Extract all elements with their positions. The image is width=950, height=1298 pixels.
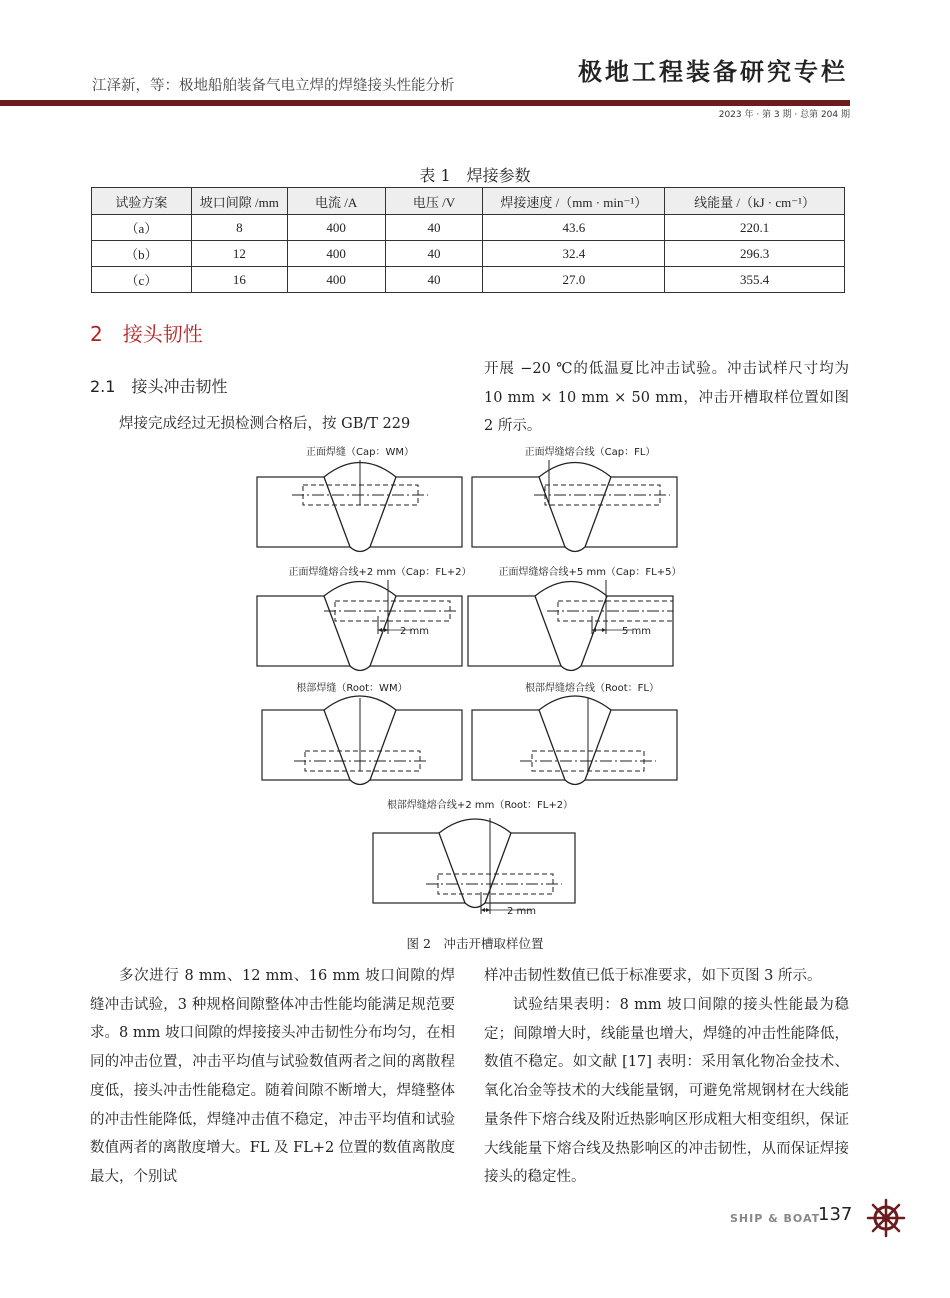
table-row	[92, 267, 845, 293]
column-title: 极地工程装备研究专栏	[578, 58, 848, 86]
table-cell: 355.4	[665, 267, 845, 293]
table-cell: 12	[191, 241, 287, 267]
table-row	[92, 215, 845, 241]
page-number: 137	[818, 1204, 853, 1225]
subsection-title: 2.1 接头冲击韧性	[90, 377, 228, 396]
journal-brand: SHIP & BOAT	[730, 1212, 821, 1225]
paragraph: 开展 −20 ℃的低温夏比冲击试验。冲击试样尺寸均为 10 mm × 10 mm × 50 mm，冲击开槽取样位置如图 2 所示。	[484, 361, 849, 435]
figure-caption: 图 2 冲击开槽取样位置	[406, 936, 544, 951]
table-cell: （c）	[92, 267, 192, 293]
panel-label: 正面焊缝熔合线（Cap：FL）	[524, 447, 656, 458]
panel-cap-wm	[257, 445, 462, 552]
table-cell: 400	[287, 215, 385, 241]
table-cell: 43.6	[483, 215, 665, 241]
table-cell: 40	[385, 267, 483, 293]
panel-label: 根部焊缝（Root：WM）	[296, 683, 408, 694]
table-cell: 400	[287, 267, 385, 293]
paragraph: 焊接完成经过无损检测合格后，按 GB/T 229	[119, 416, 411, 432]
ship-wheel-icon	[866, 1198, 906, 1238]
table-header-cell: 焊接速度 /（mm · min⁻¹）	[483, 188, 665, 215]
table-cell: 8	[191, 215, 287, 241]
paragraph: 试验结果表明：8 mm 坡口间隙的接头性能最为稳定；间隙增大时，线能量也增大，焊缝的冲击性能降低，数值不稳定。如文献 [17] 表明：采用氧化物冶金技术、氧化冶金等技术的大线能量钢，可避免常规钢材在大线能量条件下熔合线及附近热影响区形成粗大相变组织，保证大线能量下熔合线及热影响区的冲击韧性，从而保证焊接接头的稳定性。	[484, 997, 849, 1186]
panel-label: 正面焊缝熔合线+5 mm（Cap：FL+5）	[498, 567, 682, 578]
table-cell: 40	[385, 241, 483, 267]
table-cell: （a）	[92, 215, 192, 241]
table-header-cell: 坡口间隙 /mm	[191, 188, 287, 215]
table-header-cell: 电压 /V	[385, 188, 483, 215]
panel-label: 正面焊缝熔合线+2 mm（Cap：FL+2）	[288, 567, 472, 578]
panel-cap-fl5	[468, 565, 681, 671]
section-title: 2 接头韧性	[90, 322, 203, 346]
table-cell: 400	[287, 241, 385, 267]
table-cell: 16	[191, 267, 287, 293]
panel-cap-fl2	[257, 565, 471, 671]
panel-root-wm	[262, 681, 462, 785]
panel-root-fl2	[373, 798, 575, 917]
table-cell: 32.4	[483, 241, 665, 267]
panel-label: 根部焊缝熔合线（Root：FL）	[525, 683, 659, 694]
welding-parameters-table	[91, 187, 845, 293]
table-cell: 220.1	[665, 215, 845, 241]
table-cell: 296.3	[665, 241, 845, 267]
panel-label: 正面焊缝（Cap：WM）	[306, 447, 414, 458]
table-header-cell: 电流 /A	[287, 188, 385, 215]
table-header-cell: 线能量 /（kJ · cm⁻¹）	[665, 188, 845, 215]
running-title: 江泽新，等：极地船舶装备气电立焊的焊缝接头性能分析	[92, 78, 455, 94]
table-cell: 40	[385, 215, 483, 241]
dim-label: 2 mm	[507, 906, 537, 917]
table-row	[92, 241, 845, 267]
figure-notch-positions	[240, 440, 710, 930]
table-cell: 27.0	[483, 267, 665, 293]
paragraph: 样冲击韧性数值已低于标准要求，如下页图 3 所示。	[484, 968, 822, 984]
paragraph: 多次进行 8 mm、12 mm、16 mm 坡口间隙的焊缝冲击试验，3 种规格间隙整体冲击性能均能满足规范要求。8 mm 坡口间隙的焊接接头冲击韧性分布均匀，在相同的冲击位置，冲击平均值与试验数值两者之间的离散程度低，接头冲击性能稳定。随着间隙不断增大，焊缝整体的冲击性能降低，焊缝冲击值不稳定，冲击平均值和试验数值两者的离散度增大。FL 及 FL+2 位置的数值离散度最大，个别试	[90, 968, 455, 1185]
dim-label: 5 mm	[622, 626, 652, 637]
table-header-cell: 试验方案	[92, 188, 192, 215]
header-bar	[0, 100, 850, 106]
issue-info: 2023 年 · 第 3 期 · 总第 204 期	[718, 110, 850, 120]
table-header-row	[92, 188, 845, 215]
panel-label: 根部焊缝熔合线+2 mm（Root：FL+2）	[386, 800, 574, 811]
table-caption: 表 1 焊接参数	[419, 166, 531, 185]
panel-cap-fl	[472, 445, 677, 552]
panel-root-fl	[472, 681, 677, 785]
table-cell: （b）	[92, 241, 192, 267]
dim-label: 2 mm	[400, 626, 430, 637]
